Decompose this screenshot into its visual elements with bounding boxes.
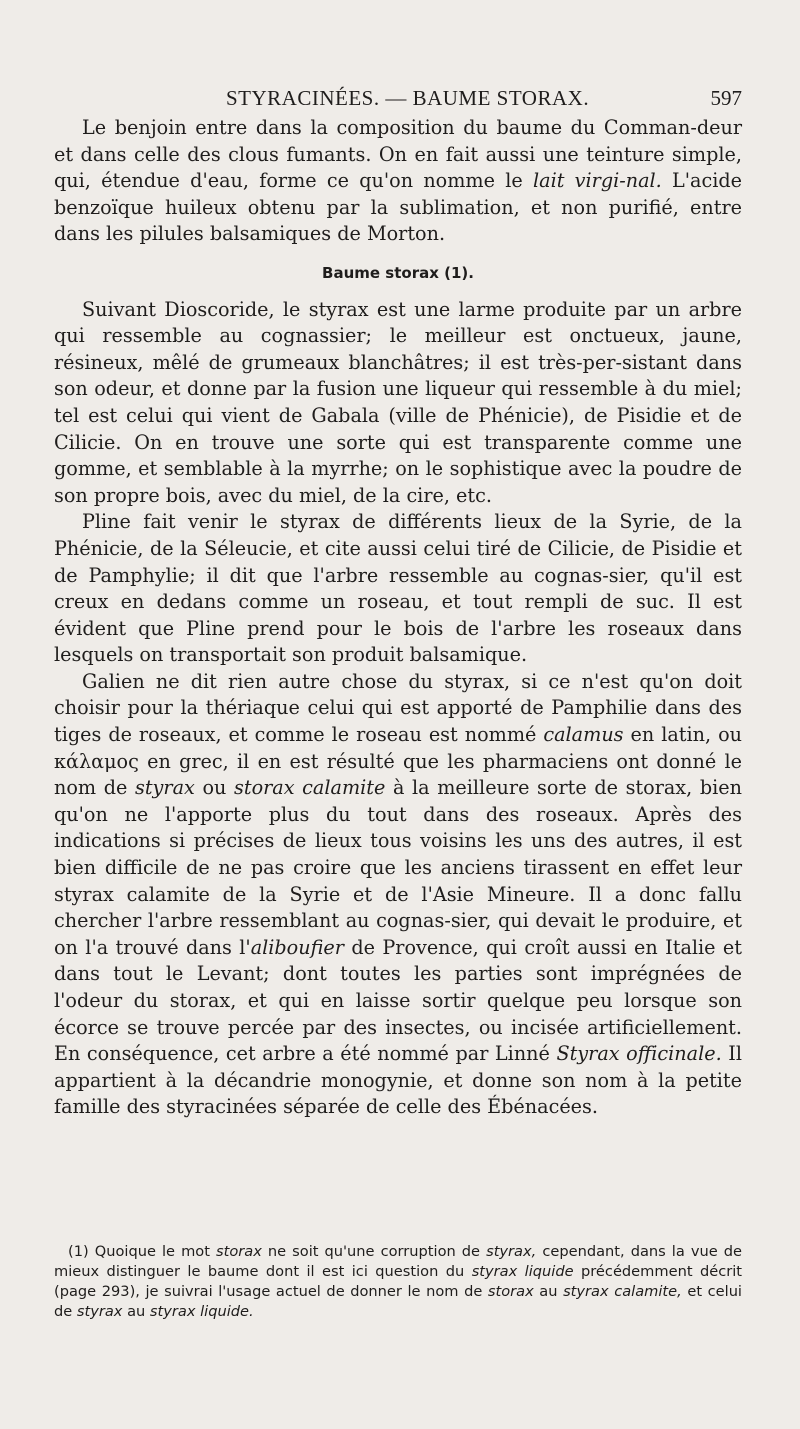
- body-text: [54, 115, 742, 1121]
- page-number: 597: [710, 86, 742, 110]
- intro-paragraph: Le benjoin entre dans la composition du baume du Comman-deur et dans celle des clous fumants. On en fait aussi une teinture simple, qui, étendue d'eau, forme ce qu'on nomme le lait virgi-nal. L'acide benzoïque huileux obtenu par la sublimation, et non purifié, entre dans les pilules balsamiques de Morton.: [54, 116, 743, 246]
- section-heading: Baume storax (1).: [322, 263, 474, 282]
- paragraph-pline: Pline fait venir le styrax de différents lieux de la Syrie, de la Phénicie, de la Séleucie, et cite aussi celui tiré de Cilicie, de Pisidie et de Pamphylie; il dit que l'arbre ressemble au cognas-sier, qu'il est creux en dedans comme un roseau, et tout rempli de suc. Il est évident que Pline prend pour le bois de l'arbre les roseaux dans lesquels on transportait son produit balsamique.: [54, 510, 742, 667]
- running-title: STYRACINÉES. — BAUME STORAX.: [226, 86, 590, 110]
- footnote: (1) Quoique le mot storax ne soit qu'une corruption de styrax, cependant, dans la vue de mieux distinguer le baume dont il est ici question du styrax liquide précédemment décrit (page 293), je suivrai l'usage actuel de donner le nom de storax au styrax calamite, et celui de styrax au styrax liquide.: [54, 1243, 743, 1320]
- paragraph-dioscoride: Suivant Dioscoride, le styrax est une larme produite par un arbre qui ressemble au cognassier; le meilleur est onctueux, jaune, résineux, mêlé de grumeaux blanchâtres; il est très-per-sistant dans son odeur, et donne par la fusion une liqueur qui ressemble à du miel; tel est celui qui vient de Gabala (ville de Phénicie), de Pisidie et de Cilicie. On en trouve une sorte qui est transparente comme une gomme, et semblable à la myrrhe; on le sophistique avec la poudre de son propre bois, avec du miel, de la cire, etc.: [54, 297, 742, 507]
- running-head: [0, 86, 800, 112]
- paragraph-galien: Galien ne dit rien autre chose du styrax, si ce n'est qu'on doit choisir pour la thériaque celui qui est apporté de Pamphilie dans des tiges de roseaux, et comme le roseau est nommé calamus en latin, ou κάλαμος en grec, il en est résulté que les pharmaciens ont donné le nom de styrax ou storax calamite à la meilleure sorte de storax, bien qu'on ne l'apporte plus du tout dans des roseaux. Après des indications si précises de lieux tous voisins les uns des autres, il est bien difficile de ne pas croire que les anciens tirassent en effet leur styrax calamite de la Syrie et de l'Asie Mineure. Il a donc fallu chercher l'arbre ressemblant au cognas-sier, qui devait le produire, et on l'a trouvé dans l'aliboufier de Provence, qui croît aussi en Italie et dans tout le Levant; dont toutes les parties sont imprégnées de l'odeur du storax, et qui en laisse sortir quelque peu lorsque son écorce se trouve percée par des insectes, ou incisée artificiellement. En conséquence, cet arbre a été nommé par Linné Styrax officinale. Il appartient à la décandrie monogynie, et donne son nom à la petite famille des styracinées séparée de celle des Ébénacées.: [54, 669, 742, 1119]
